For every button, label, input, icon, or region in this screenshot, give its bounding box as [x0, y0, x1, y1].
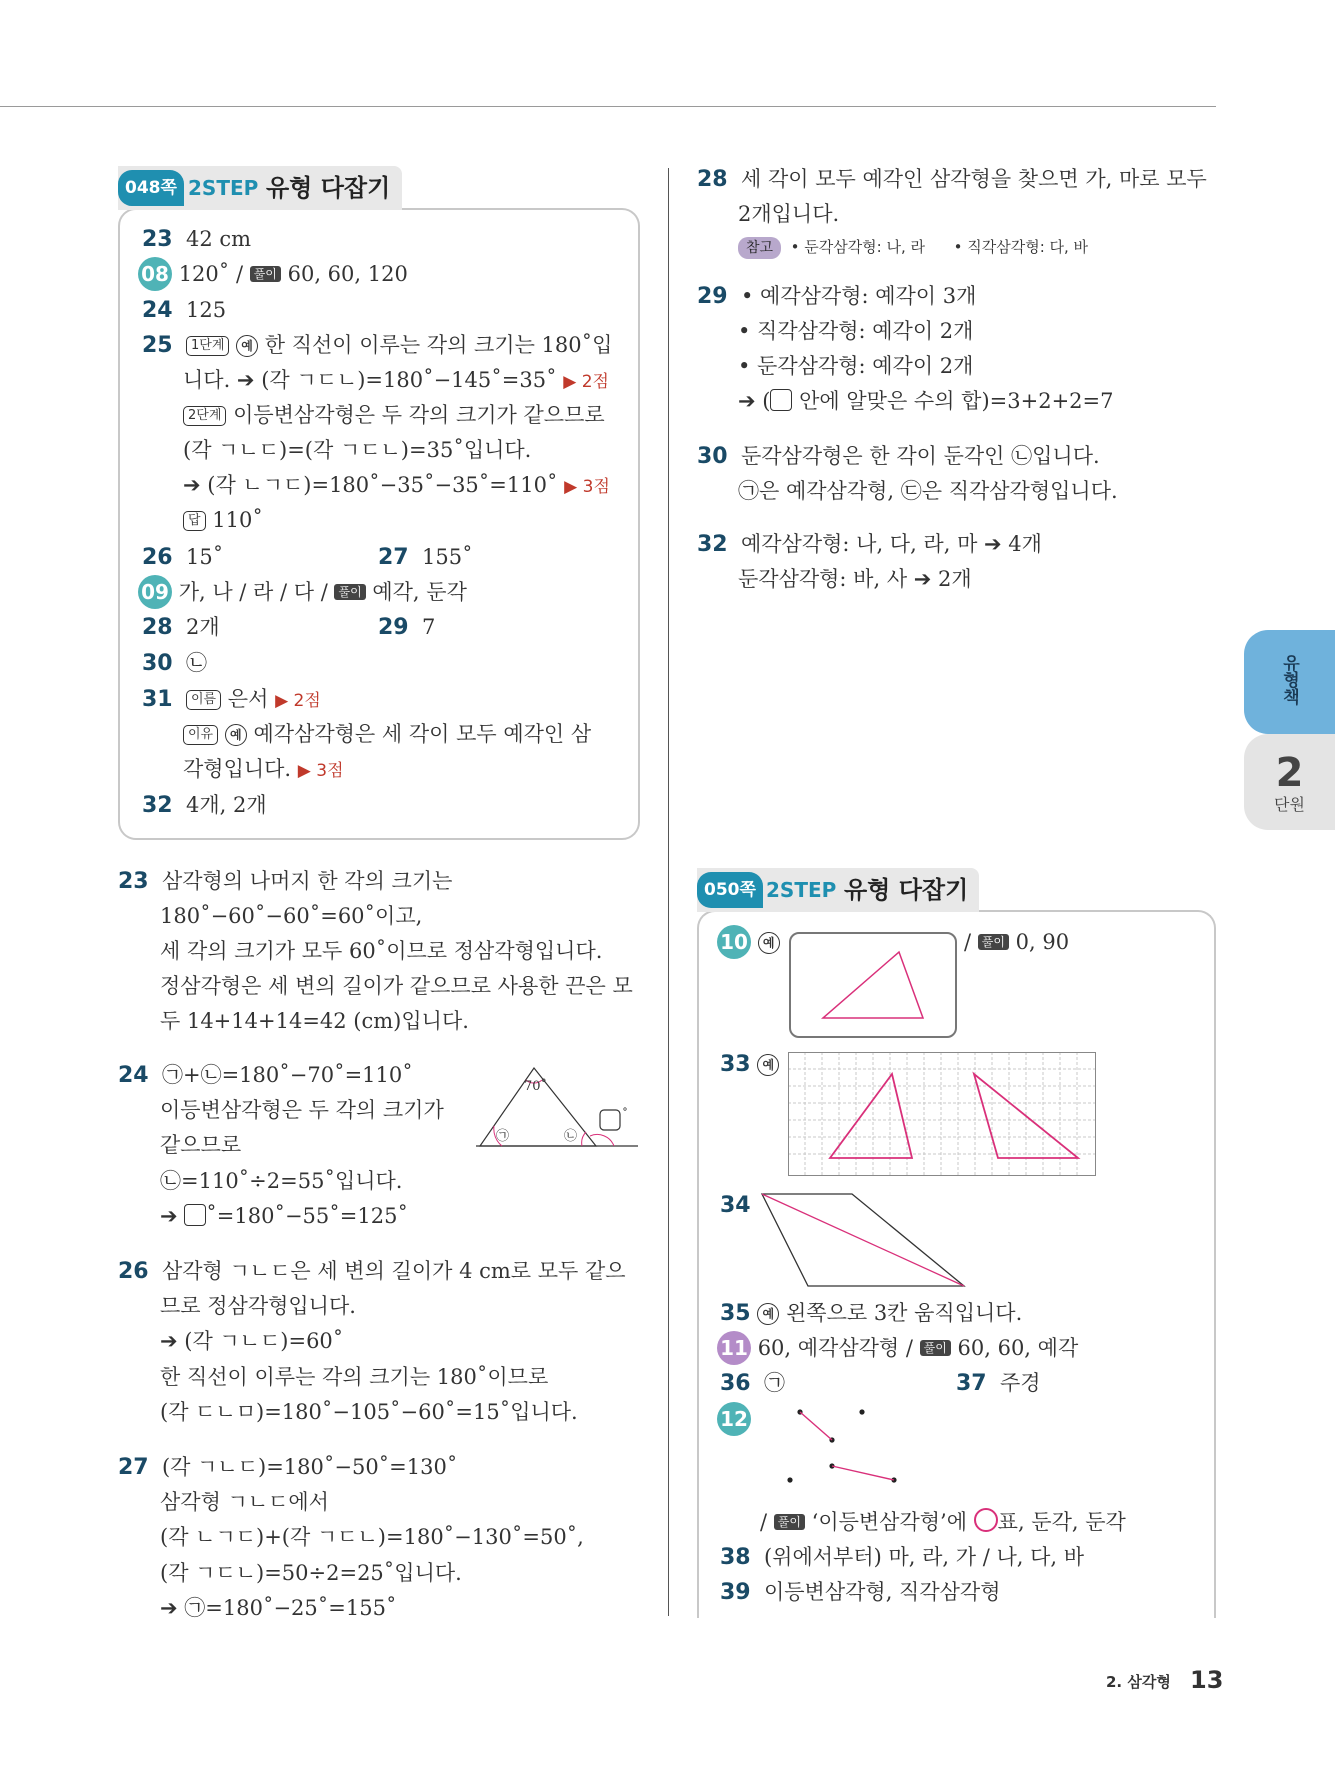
answer-25-result: 답 110˚: [183, 503, 263, 537]
expl-26-line2: 므로 정삼각형입니다.: [160, 1294, 356, 1318]
answer-29: 29 7: [378, 615, 436, 640]
triangle-figure-24: [476, 1062, 640, 1152]
side-tab-unit[interactable]: [1244, 734, 1335, 830]
expl-27-line1: 27 (각 ㄱㄴㄷ)=180˚−50˚=130˚: [118, 1455, 458, 1480]
expl-23-line1: 23 삼각형의 나머지 한 각의 크기는: [118, 869, 453, 894]
side-tab-book-label: 유형책: [1279, 654, 1299, 705]
page-label-048: 048쪽: [118, 170, 184, 206]
answer-33: 33 예: [720, 1047, 779, 1082]
section-title: 유형 다잡기: [266, 174, 391, 202]
blank-box-icon: [184, 1204, 206, 1226]
answer-39: 39 이등변삼각형, 직각삼각형: [720, 1580, 1001, 1605]
answer-25-line2: 니다. ➔ (각 ㄱㄷㄴ)=180˚−145˚=35˚ ▶ 2점: [183, 368, 609, 392]
expl-29-line1: 29 • 예각삼각형: 예각이 3개: [697, 284, 977, 309]
expl-27-line5: ➔ ㉠=180˚−25˚=155˚: [160, 1596, 397, 1620]
expl-26-line4: 한 직선이 이루는 각의 크기는 180˚이므로: [160, 1365, 549, 1389]
expl-32-line1: 32 예각삼각형: 나, 다, 라, 마 ➔ 4개: [697, 532, 1042, 557]
answer-09: 09 가, 나 / 라 / 다 / 풀이 예각, 둔각: [138, 575, 467, 609]
expl-23-line3: 세 각의 크기가 모두 60˚이므로 정삼각형입니다.: [160, 939, 603, 963]
answer-31-reason1: 이유 예 예각삼각형은 세 각이 모두 예각인 삼: [183, 717, 591, 751]
answer-34: 34: [720, 1193, 751, 1218]
answer-27: 27 155˚: [378, 545, 473, 570]
answer-12: 12: [717, 1402, 751, 1436]
answer-12-dots: [786, 1400, 926, 1490]
column-divider: [668, 168, 669, 1616]
answer-26: 26 15˚: [142, 545, 224, 570]
answer-33-grid: [788, 1052, 1098, 1178]
unit-number: 2: [1275, 750, 1304, 796]
expl-28-line1: 28 세 각이 모두 예각인 삼각형을 찾으면 가, 마로 모두: [697, 167, 1207, 192]
page-number: 13: [1190, 1666, 1224, 1694]
page-label-050: 050쪽: [697, 872, 763, 908]
answer-38: 38 (위에서부터) 마, 라, 가 / 나, 다, 바: [720, 1545, 1085, 1570]
degree-mark: ˚: [622, 1107, 628, 1121]
step-label: 2STEP: [188, 176, 259, 200]
expl-23-line4: 정삼각형은 세 변의 길이가 같으므로 사용한 끈은 모: [160, 974, 633, 998]
answer-31-name: 31 이름 은서 ▶ 2점: [142, 687, 321, 712]
answer-36: 36 ㉠: [720, 1371, 785, 1396]
expl-29-line3: • 둔각삼각형: 예각이 2개: [738, 354, 974, 378]
expl-26-line5: (각 ㄷㄴㅁ)=180˚−105˚−60˚=15˚입니다.: [160, 1400, 578, 1424]
expl-27-line2: 삼각형 ㄱㄴㄷ에서: [160, 1490, 329, 1514]
section-title: 유형 다잡기: [844, 876, 969, 904]
answer-25-line4: (각 ㄱㄴㄷ)=(각 ㄱㄷㄴ)=35˚입니다.: [183, 438, 532, 462]
answer-10-solution: / 풀이 0, 90: [964, 930, 1070, 954]
answer-08: 08 120˚ / 풀이 60, 60, 120: [138, 257, 408, 291]
answer-12-solution: / 풀이 ‘이등변삼각형’에 표, 둔각, 둔각: [760, 1510, 1126, 1534]
answer-24: 24 125: [142, 298, 227, 323]
blank-box-icon: [770, 389, 792, 411]
answer-25-line3: 2단계 이등변삼각형은 두 각의 크기가 같으므로: [183, 398, 605, 432]
answer-28: 28 2개: [142, 615, 220, 640]
expl-26-line1: 26 삼각형 ㄱㄴㄷ은 세 변의 길이가 4 cm로 모두 같으: [118, 1259, 626, 1284]
expl-24-line2: 이등변삼각형은 두 각의 크기가: [160, 1098, 444, 1122]
answer-10-triangle: [789, 932, 955, 1036]
expl-24-line5: ➔ ˚=180˚−55˚=125˚: [160, 1204, 408, 1228]
expl-28-line2: 2개입니다.: [738, 202, 840, 226]
answer-25-line5: ➔ (각 ㄴㄱㄷ)=180˚−35˚−35˚=110˚ ▶ 3점: [183, 473, 610, 497]
expl-24-line4: ㉡=110˚÷2=55˚입니다.: [160, 1169, 403, 1193]
answer-11: 11 60, 예각삼각형 / 풀이 60, 60, 예각: [717, 1331, 1078, 1365]
expl-30-line2: ㉠은 예각삼각형, ㉢은 직각삼각형입니다.: [738, 479, 1118, 503]
answer-31-reason2: 각형입니다. ▶ 3점: [183, 757, 344, 781]
o-mark-icon: [974, 1508, 998, 1532]
angle-70-label: 70˚: [524, 1079, 548, 1094]
top-rule: [0, 106, 1216, 107]
answer-34-quadrilateral: [760, 1190, 970, 1290]
side-tab-book[interactable]: [1244, 630, 1335, 734]
expl-23-line5: 두 14+14+14=42 (cm)입니다.: [160, 1009, 469, 1033]
answer-30: 30 ㉡: [142, 651, 207, 676]
expl-24-line1: 24 ㉠+㉡=180˚−70˚=110˚: [118, 1063, 413, 1088]
answer-32: 32 4개, 2개: [142, 793, 267, 818]
blank-box-icon: [600, 1110, 620, 1130]
answer-23: 23 42 cm: [142, 227, 252, 252]
expl-27-line3: (각 ㄴㄱㄷ)+(각 ㄱㄷㄴ)=180˚−130˚=50˚,: [160, 1525, 584, 1549]
angle-b-label: ㉡: [564, 1129, 578, 1144]
expl-23-line2: 180˚−60˚−60˚=60˚이고,: [160, 904, 423, 928]
step-label: 2STEP: [766, 878, 837, 902]
expl-29-line2: • 직각삼각형: 예각이 2개: [738, 319, 974, 343]
expl-30-line1: 30 둔각삼각형은 한 각이 둔각인 ㉡입니다.: [697, 444, 1100, 469]
expl-29-line4: ➔ ( 안에 알맞은 수의 합)=3+2+2=7: [738, 389, 1114, 413]
expl-32-line2: 둔각삼각형: 바, 사 ➔ 2개: [738, 567, 972, 591]
expl-27-line4: (각 ㄱㄷㄴ)=50÷2=25˚입니다.: [160, 1561, 462, 1585]
answer-37: 37 주경: [956, 1371, 1041, 1396]
unit-label: 단원: [1274, 795, 1305, 814]
angle-a-label: ㉠: [496, 1129, 510, 1144]
answer-10: 10 예: [717, 925, 780, 959]
answer-25-line1: 25 1단계 예 한 직선이 이루는 각의 크기는 180˚입: [142, 333, 613, 358]
expl-24-line3: 같으므로: [160, 1133, 242, 1157]
expl-28-note: 참고 • 둔각삼각형: 나, 라 • 직각삼각형: 다, 바: [738, 230, 1088, 264]
answer-35: 35 예 왼쪽으로 3칸 움직입니다.: [720, 1301, 1023, 1326]
footer-chapter: 2. 삼각형: [1106, 1673, 1171, 1691]
expl-26-line3: ➔ (각 ㄱㄴㄷ)=60˚: [160, 1329, 344, 1353]
